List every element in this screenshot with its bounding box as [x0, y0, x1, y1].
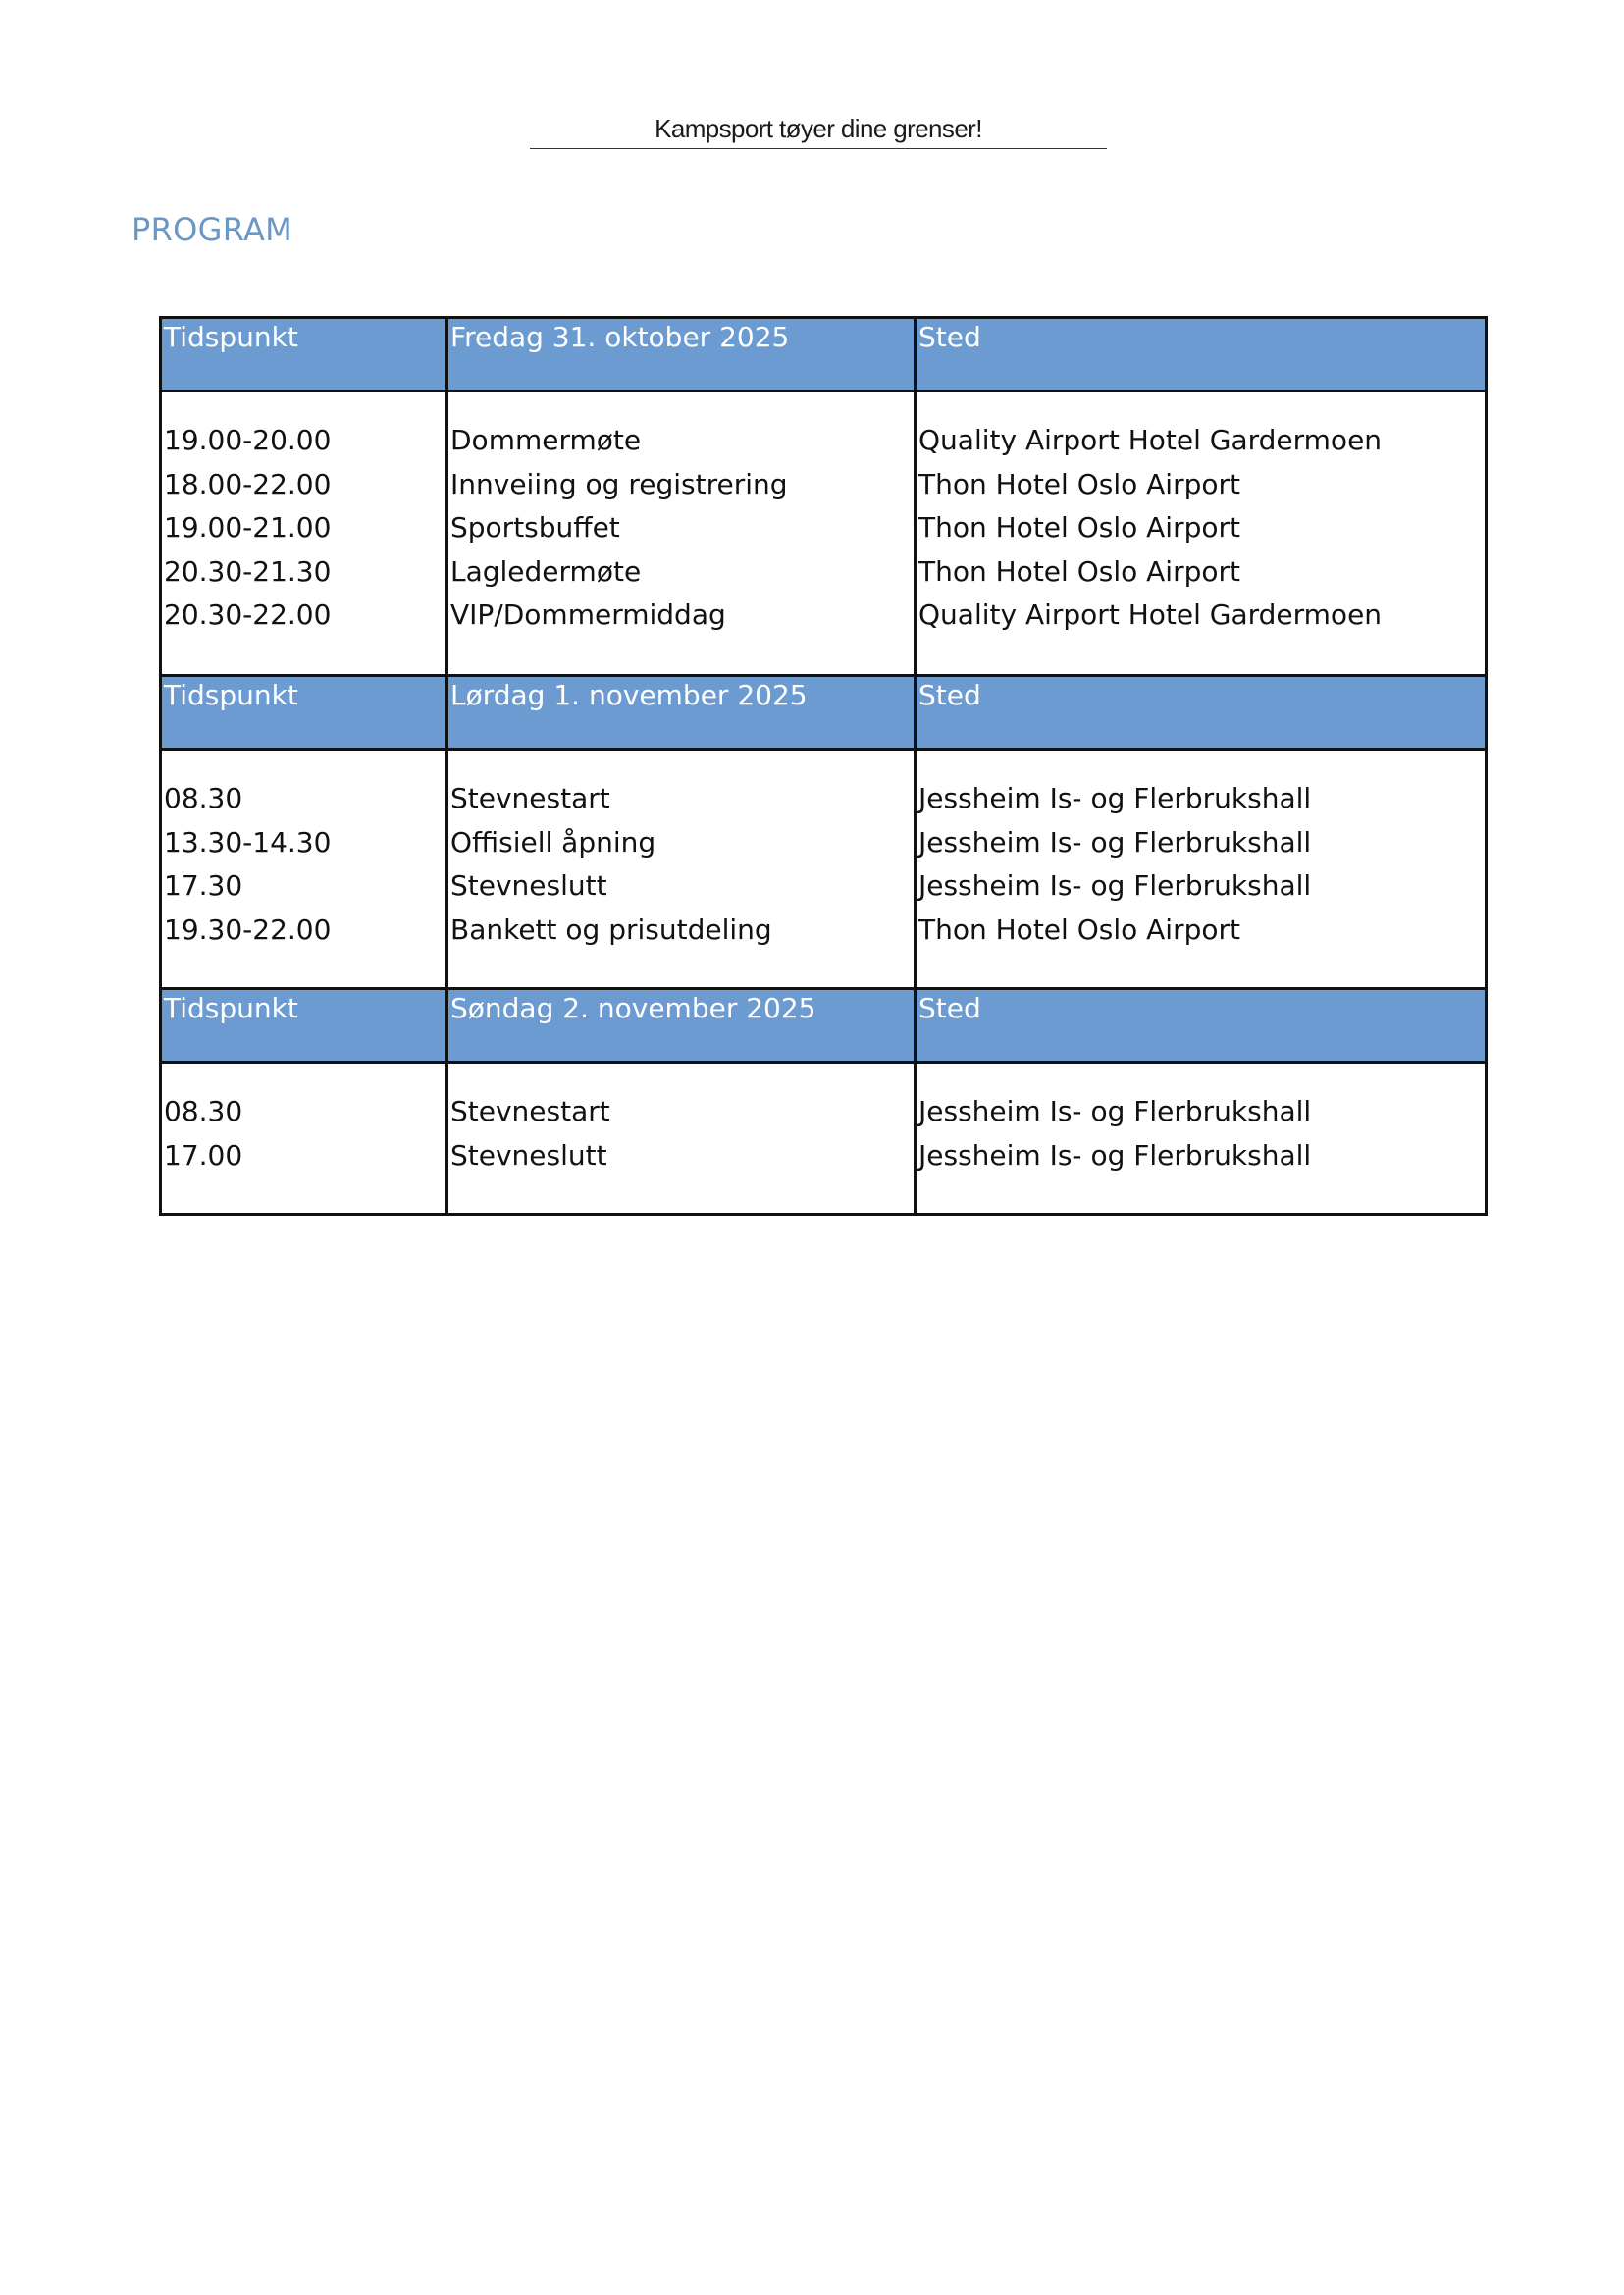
table-body-row-friday	[161, 391, 1487, 676]
time-column	[161, 391, 447, 676]
time-value: 19.00-21.00	[164, 511, 332, 544]
time-value: 19.30-22.00	[164, 913, 332, 946]
event-column	[447, 391, 916, 676]
table-body-row-saturday	[161, 750, 1487, 989]
event-value: Stevneslutt	[450, 1138, 607, 1172]
time-value: 08.30	[164, 782, 243, 814]
time-value: 13.30-14.30	[164, 825, 332, 859]
header-time-cell: Tidspunkt	[161, 989, 447, 1063]
header-place-cell: Sted	[916, 989, 1487, 1063]
page-header-tagline: Kampsport tøyer dine grenser!	[530, 114, 1107, 149]
place-value: Jessheim Is- og Flerbrukshall	[918, 825, 1312, 859]
header-time-cell: Tidspunkt	[161, 318, 447, 391]
event-value: VIP/Dommermiddag	[450, 599, 726, 631]
place-value: Quality Airport Hotel Gardermoen	[918, 424, 1383, 456]
place-value: Thon Hotel Oslo Airport	[918, 554, 1240, 588]
event-value: Offisiell åpning	[450, 825, 656, 859]
table-body-row-sunday	[161, 1063, 1487, 1215]
table-header-row-friday	[161, 318, 1487, 391]
time-value: 17.00	[164, 1138, 243, 1172]
header-day-cell: Lørdag 1. november 2025	[447, 676, 916, 750]
page-title: PROGRAM	[131, 211, 293, 248]
event-value: Stevnestart	[450, 782, 610, 814]
table-header-row-sunday	[161, 989, 1487, 1063]
header-day-cell: Søndag 2. november 2025	[447, 989, 916, 1063]
header-time-cell: Tidspunkt	[161, 676, 447, 750]
program-table	[159, 316, 1488, 1216]
time-value: 20.30-22.00	[164, 599, 332, 631]
place-value: Thon Hotel Oslo Airport	[918, 511, 1240, 544]
table-header-row-saturday	[161, 676, 1487, 750]
place-value: Jessheim Is- og Flerbrukshall	[918, 1138, 1312, 1172]
place-column	[916, 391, 1487, 676]
time-value: 19.00-20.00	[164, 424, 332, 456]
event-value: Sportsbuffet	[450, 511, 620, 544]
event-value: Stevneslutt	[450, 869, 607, 902]
header-place-cell: Sted	[916, 676, 1487, 750]
place-value: Quality Airport Hotel Gardermoen	[918, 599, 1383, 631]
event-column	[447, 1063, 916, 1215]
place-column	[916, 1063, 1487, 1215]
place-value: Thon Hotel Oslo Airport	[918, 913, 1240, 946]
place-value: Jessheim Is- og Flerbrukshall	[918, 1095, 1312, 1127]
event-value: Lagledermøte	[450, 554, 642, 588]
event-value: Innveiing og registrering	[450, 467, 788, 500]
place-value: Jessheim Is- og Flerbrukshall	[918, 782, 1312, 814]
place-value: Thon Hotel Oslo Airport	[918, 467, 1240, 500]
event-column	[447, 750, 916, 989]
time-column	[161, 750, 447, 989]
header-place-cell: Sted	[916, 318, 1487, 391]
time-value: 20.30-21.30	[164, 554, 332, 588]
place-value: Jessheim Is- og Flerbrukshall	[918, 869, 1312, 902]
event-value: Bankett og prisutdeling	[450, 913, 772, 946]
time-value: 18.00-22.00	[164, 467, 332, 500]
time-value: 17.30	[164, 869, 243, 902]
header-day-cell: Fredag 31. oktober 2025	[447, 318, 916, 391]
time-column	[161, 1063, 447, 1215]
event-value: Stevnestart	[450, 1095, 610, 1127]
event-value: Dommermøte	[450, 424, 642, 456]
time-value: 08.30	[164, 1095, 243, 1127]
place-column	[916, 750, 1487, 989]
